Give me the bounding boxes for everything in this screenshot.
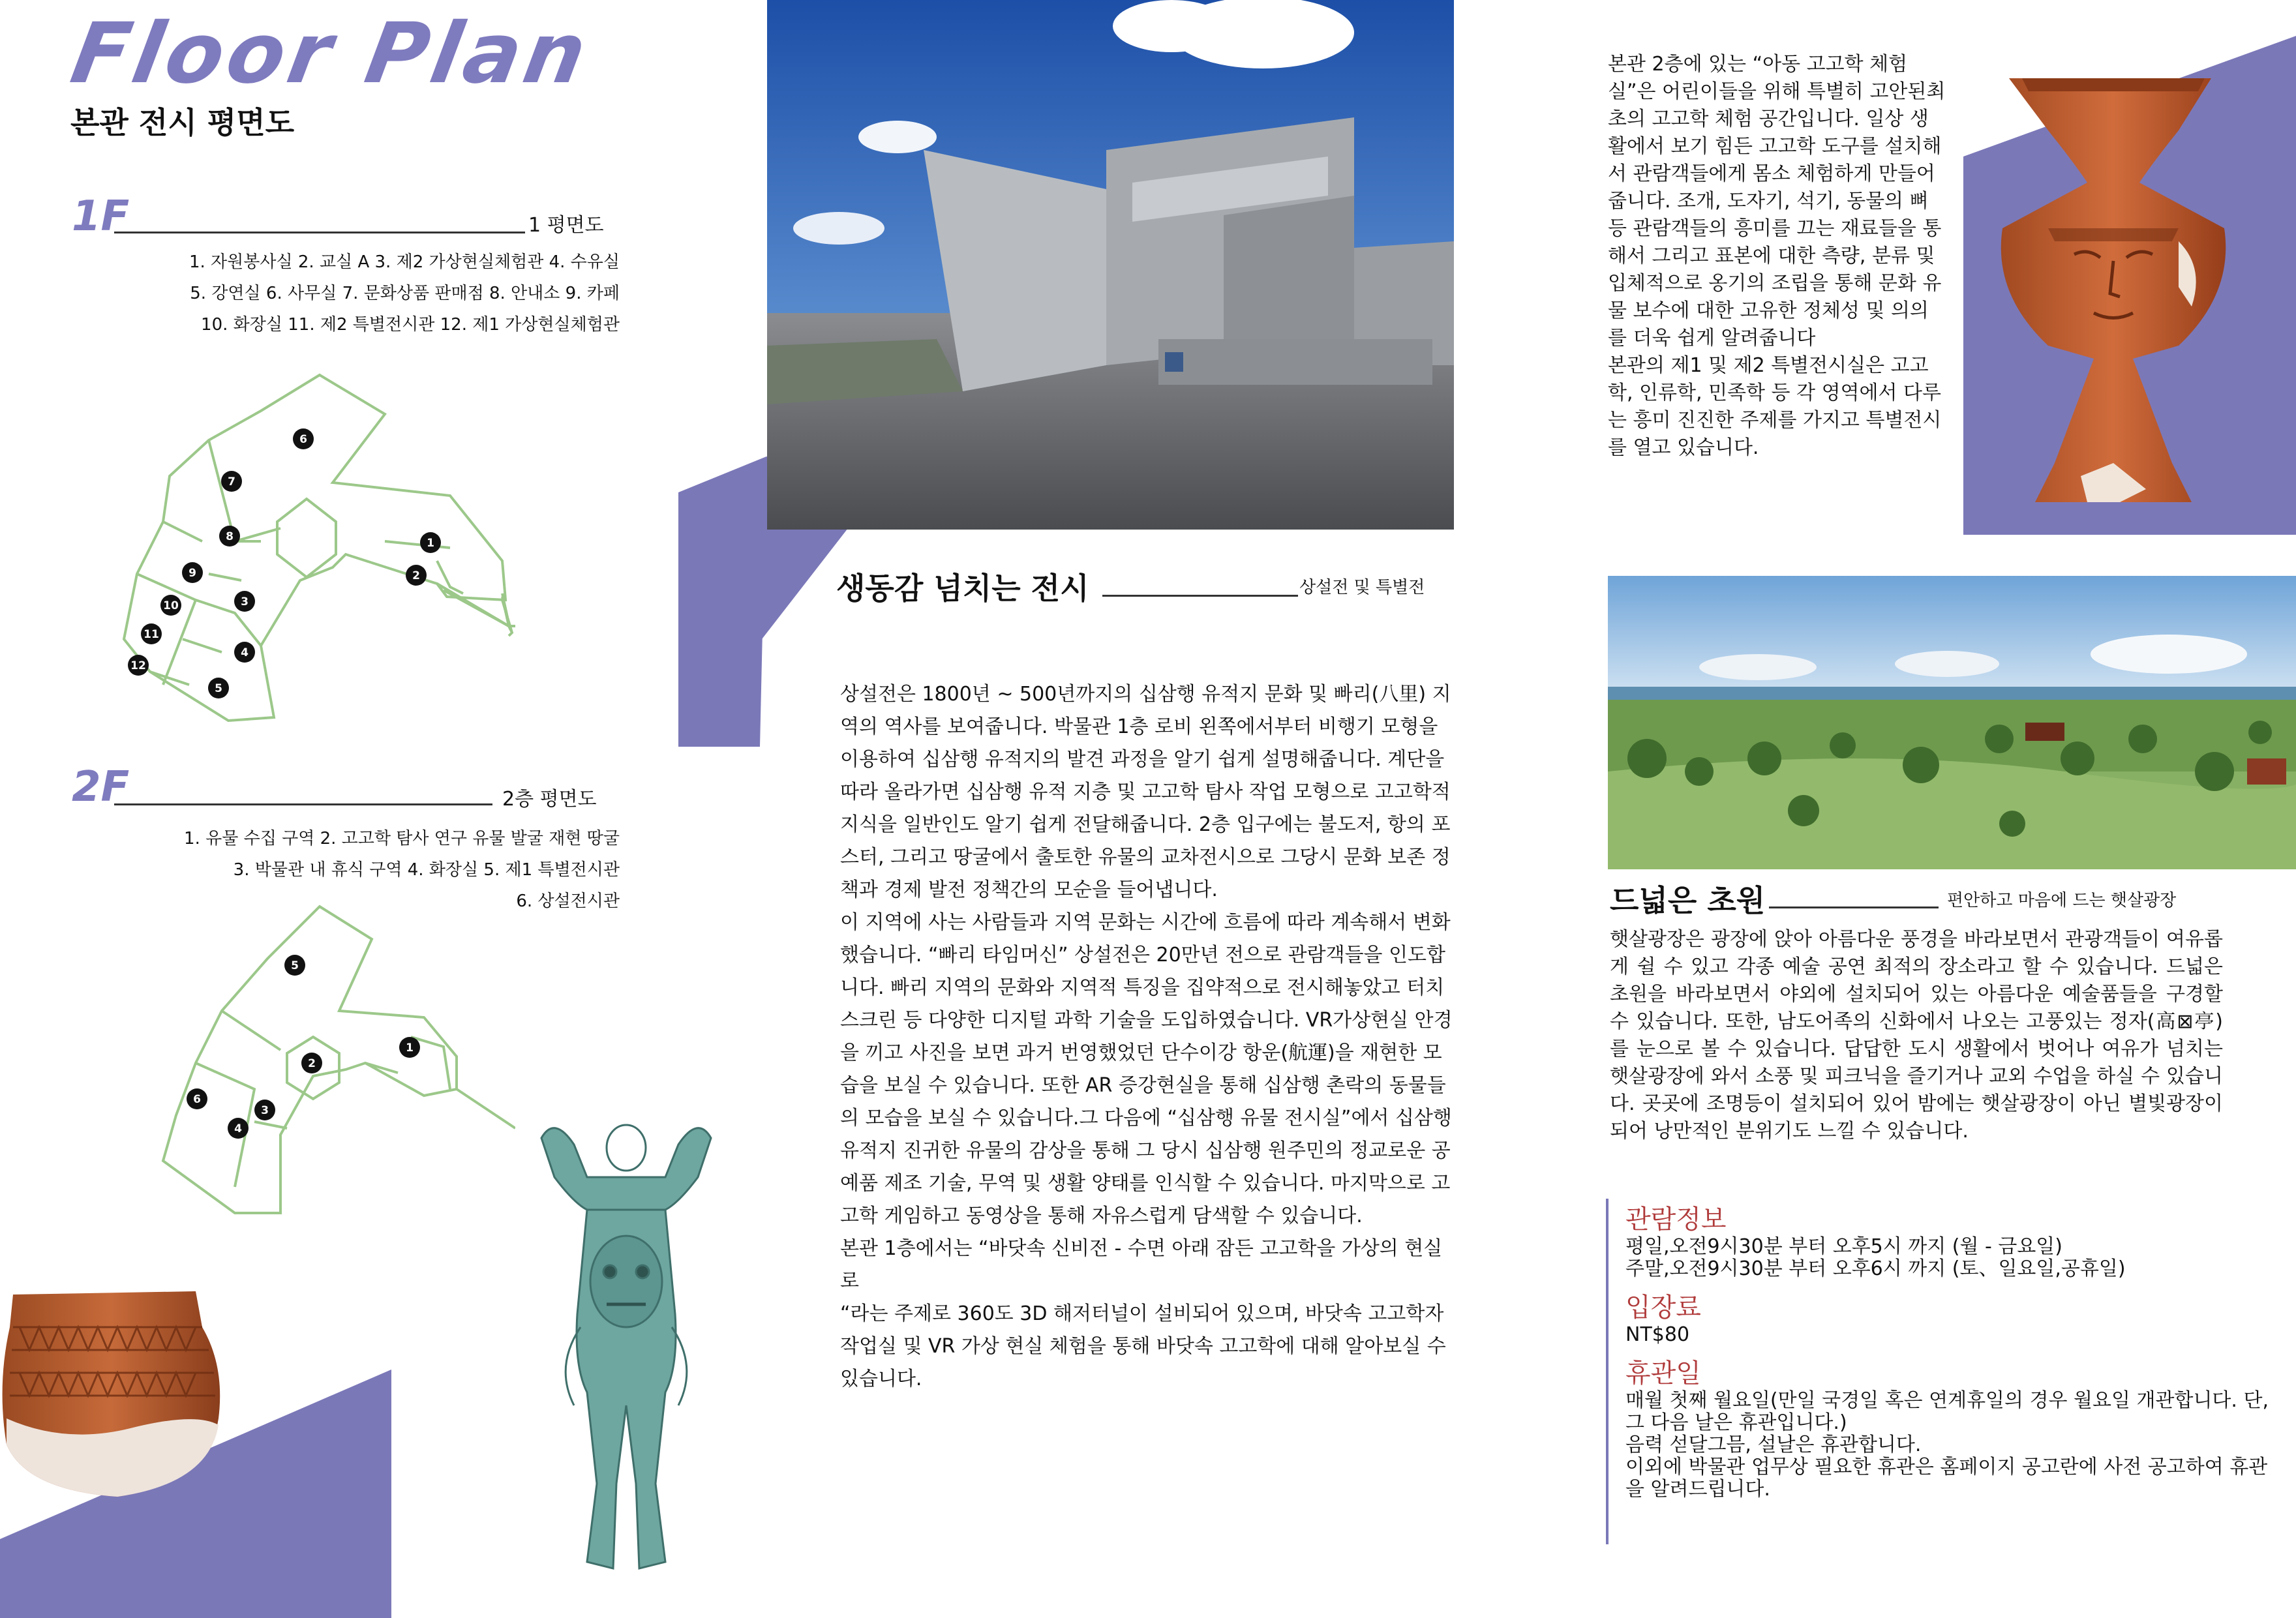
floor1-legend-line: 1. 자원봉사실 2. 교실 A 3. 제2 가상현실체험관 4. 수유실: [189, 252, 620, 272]
floor1-legend-line: 5. 강연실 6. 사무실 7. 문화상품 판매점 8. 안내소 9. 카페: [190, 284, 620, 303]
exhibit-paragraph: “라는 주제로 360도 3D 해저터널이 설비되어 있으며, 바닷속 고고학자 작업실 및 VR 가상 현실 체험을 통해 바닷속 고고학에 대해 알아보실 수 있습니다.: [840, 1302, 1446, 1390]
floor1-marker-label: 4: [241, 646, 249, 659]
visitor-info: [1606, 1199, 2271, 1544]
closed-title: 휴관일: [1625, 1358, 1701, 1388]
page-subtitle: 본관 전시 평면도: [70, 105, 295, 140]
closed-line: 매월 첫째 월요일(만일 국경일 혹은 연계휴일의 경우 월요일 개관합니다. 단, 그 다음 날은 휴관입니다.): [1625, 1389, 2269, 1434]
floor2-legend-line: 1. 유물 수집 구역 2. 고고학 탐사 연구 유물 발굴 재현 땅굴: [184, 829, 620, 848]
plaza-section-rule: [1769, 906, 1939, 908]
plaza-body: [1610, 926, 2223, 1145]
exhibit-section-subtitle: 상설전 및 특별전: [1299, 578, 1425, 597]
floor1-marker-label: 12: [130, 659, 146, 672]
kids-lab-text: [1608, 51, 1947, 462]
exhibit-section-title: 생동감 넘치는 전시: [836, 571, 1089, 606]
plaza-paragraph: 햇살광장은 광장에 앉아 아름다운 풍경을 바라보면서 관광객들이 여유롭게 쉴 수 있고 각종 예술 공연 최적의 장소라고 할 수 있습니다. 드넓은 초원을 바라보면서 야외에 설치되어 있는 아름다운 예술품들을 구경할 수 있습니다. 또한, 남도어족의 신화에서 나오는 고풍있는 정자(高⊠亭)를 눈으로 볼 수 있습니다. 답답한 도시 생활에서 벗어나 여유가 넘치는 햇살광장에 와서 소풍 및 피크닉을 즐기거나 교외 수업을 하실 수 있습니다. 곳곳에 조명등이 설치되어 있어 밤에는 햇살광장이 아닌 별빛광장이 되어 낭만적인 분위기도 느낄 수 있습니다.: [1610, 928, 2223, 1143]
floor1-marker-label: 5: [215, 682, 222, 695]
plaza-section-subtitle: 편안하고 마음에 드는 햇살광장: [1947, 891, 2177, 910]
plaza-illustration: [1608, 576, 2296, 869]
floor2-marker-label: 3: [261, 1104, 269, 1117]
hours-title: 관람정보: [1625, 1205, 1727, 1235]
museum-building-photo: [767, 0, 1454, 530]
floor2-marker-label: 1: [406, 1041, 414, 1055]
floor1-marker-label: 11: [144, 628, 159, 641]
floor1-marker-label: 7: [228, 475, 235, 488]
center-left-band: [678, 457, 766, 747]
floor2-marker-label: 2: [308, 1057, 316, 1070]
floor1-marker-label: 1: [427, 537, 434, 550]
hours-line: 평일,오전9시30분 부터 오후5시 까지 (월 - 금요일): [1625, 1235, 2062, 1258]
floor2-plan: [150, 900, 515, 1226]
floor2-label: 2F: [72, 763, 130, 811]
exhibit-paragraph: 본관 1층에서는 “바닷속 신비전 - 수면 아래 잠든 고고학을 가상의 현실로: [840, 1237, 1443, 1293]
closed-line: 이외에 박물관 업무상 필요한 휴관은 홈페이지 공고란에 사전 공고하여 휴관을 알려드립니다.: [1625, 1456, 2268, 1501]
floor1-marker-label: 10: [163, 599, 179, 612]
exhibit-paragraph: 상설전은 1800년 ~ 500년까지의 십삼행 유적지 문화 및 빠리(八里) 지역의 역사를 보여줍니다. 박물관 1층 로비 왼쪽에서부터 비행기 모형을 이용하여 십삼행 유적지의 발견 과정을 알기 쉽게 설명해줍니다. 계단을 따라 올라가면 십삼행 유적 지층 및 고고학 탐사 작업 모형으로 고고학적 지식을 일반인도 알기 쉽게 전달해줍니다. 2층 입구에는 불도저, 항의 포스터, 그리고 땅굴에서 출토한 유물의 교차전시으로 그당시 문화 보존 정책과 경제 발전 정책간의 모순을 들어냅니다.: [840, 683, 1451, 901]
fee-title: 입장료: [1625, 1293, 1701, 1323]
floor1-label: 1F: [72, 192, 130, 241]
floor2-markers: [187, 955, 420, 1139]
floor2-marker-label: 5: [291, 959, 299, 972]
face-vase-image: [1983, 72, 2244, 528]
page-title: Floor Plan: [64, 5, 597, 102]
floor2-marker-label: 4: [234, 1122, 242, 1135]
bronze-figurine-image: [515, 1118, 737, 1581]
pottery-jar-image: [0, 1288, 228, 1503]
floor2-legend-line: 6. 상설전시관: [516, 891, 620, 911]
exhibit-body: [840, 678, 1453, 1396]
plaza-photo: [1608, 576, 2296, 869]
hours-line: 주말,오전9시30분 부터 오후6시 까지 (토、일요일,공휴일): [1625, 1257, 2126, 1280]
floor1-markers: [128, 428, 441, 698]
fee-value: NT$80: [1625, 1323, 1690, 1346]
floor1-marker-label: 9: [189, 567, 196, 580]
floor2-rule: [114, 803, 492, 805]
floor1-plan: [111, 365, 528, 730]
floor2-name: 2층 평면도: [502, 788, 597, 811]
floor1-legend: [33, 247, 620, 340]
kids-lab-paragraph: 본관 2층에 있는 “아동 고고학 체험실”은 어린이들을 위해 특별히 고안된최초의 고고학 체험 공간입니다. 일상 생활에서 보기 힘든 고고학 도구를 설치해서 관람객들에게 몸소 체험하게 만들어줍니다. 조개, 도자기, 석기, 동물의 뼈 등 관람객들의 흥미를 끄는 재료들을 통해서 그리고 표본에 대한 측량, 분류 및 입체적으로 옹기의 조립을 통해 문화 유물 보수에 대한 고유한 정체성 및 의의를 더욱 쉽게 알려줍니다: [1608, 53, 1946, 350]
exhibit-section-rule: [1102, 595, 1298, 597]
floor1-rule: [114, 232, 525, 233]
floor1-marker-label: 6: [299, 433, 307, 446]
floor1-legend-line: 10. 화장실 11. 제2 특별전시관 12. 제1 가상현실체험관: [201, 315, 620, 335]
floor2-marker-label: 6: [193, 1093, 201, 1106]
floor1-marker-label: 2: [412, 569, 420, 582]
plaza-section-title: 드넓은 초원: [1610, 883, 1766, 918]
floor1-marker-label: 3: [241, 595, 249, 608]
museum-building-illustration: [767, 0, 1454, 530]
floor1-name: 1 평면도: [528, 214, 604, 237]
exhibit-paragraph: 이 지역에 사는 사람들과 지역 문화는 시간에 흐름에 따라 계속해서 변화했습니다. “빠리 타임머신” 상설전은 20만년 전으로 관람객들을 인도합니다. 빠리 지역의 문화와 지역적 특징을 집약적으로 전시해놓았고 터치스크린 등 다양한 디지털 과학 기술을 도입하였습니다. VR가상현실 안경을 끼고 사진을 보면 과거 번영했었던 단수이강 항운(航運)을 재현한 모습을 보실 수 있습니다. 또한 AR 증강현실을 통해 십삼행 촌락의 동물들의 모습을 보실 수 있습니다.그 다음에 “십삼행 유물 전시실”에서 십삼행 유적지 진귀한 유물의 감상을 통해 그 당시 십삼행 원주민의 정교로운 공예품 제조 기술, 무역 및 생활 양태를 인식할 수 있습니다. 마지막으로 고고학 게임하고 동영상을 통해 자유스럽게 담색할 수 있습니다.: [840, 911, 1453, 1227]
floor1-marker-label: 8: [226, 530, 234, 543]
closed-line: 음력 섣달그믐, 설날은 휴관합니다.: [1625, 1433, 1922, 1456]
special-exhibit-paragraph: 본관의 제1 및 제2 특별전시실은 고고학, 인류학, 민족학 등 각 영역에서 다루는 흥미 진진한 주제를 가지고 특별전시를 열고 있습니다.: [1608, 354, 1942, 459]
floor2-legend-line: 3. 박물관 내 휴식 구역 4. 화장실 5. 제1 특별전시관: [233, 860, 620, 880]
